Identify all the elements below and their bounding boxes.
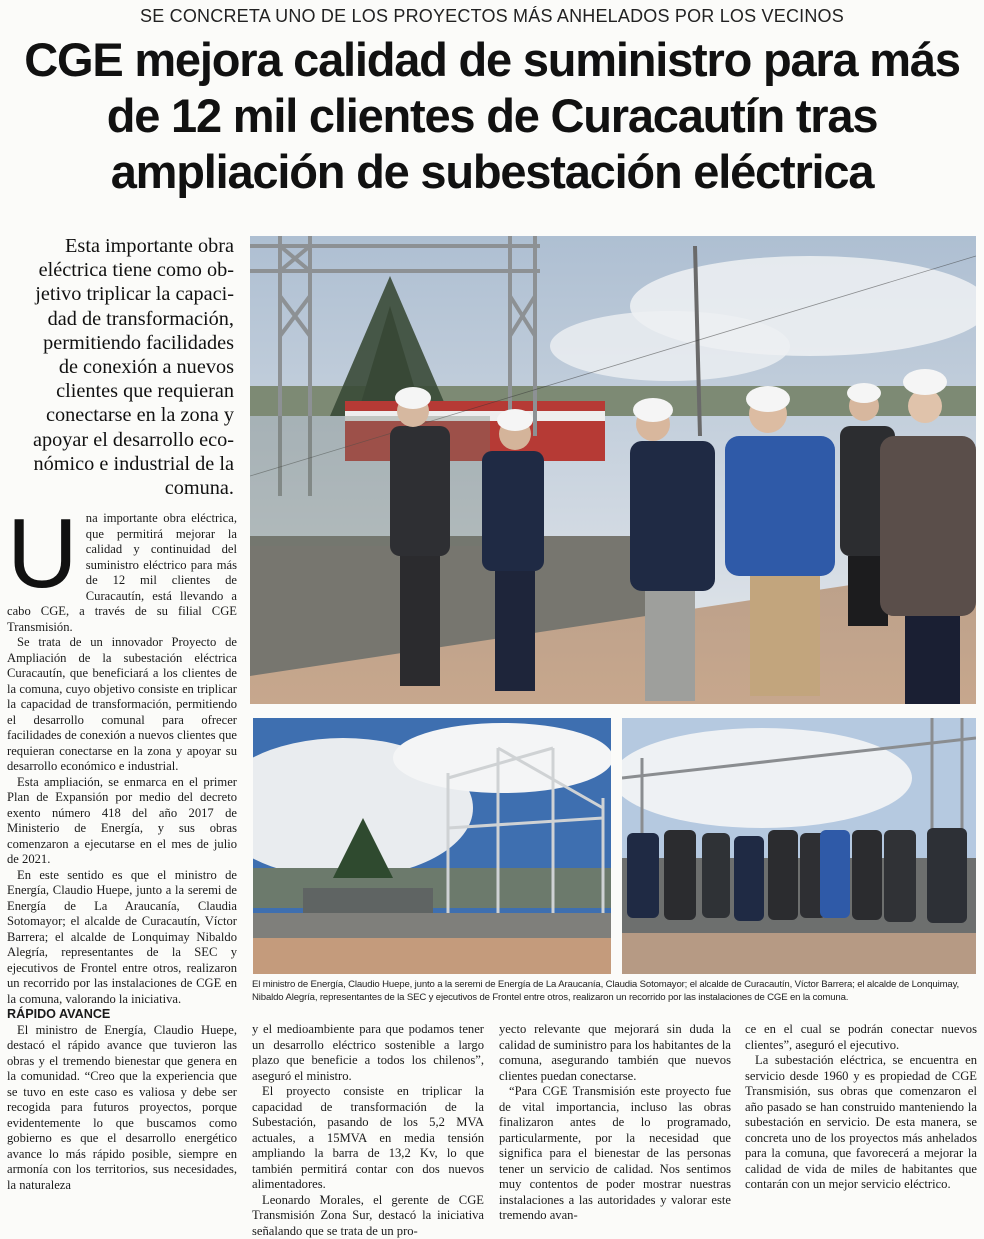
body-paragraph: ce en el cual se podrán conectar nuevos clientes”, aseguró el ejecutivo.	[745, 1022, 977, 1053]
lead-line: clientes que requieran	[6, 379, 234, 403]
body-paragraph: El proyecto consiste en triplicar la capacidad de transformación de la Subestación, pasando de los 5,2 MVA actuales, a 15MVA en media tensión ampliando la barra de 13,2 Kv, lo que también permitirá contar con dos nuevos alimentadores.	[252, 1084, 484, 1193]
headline-line: de 12 mil clientes de Curacautín tras	[0, 88, 984, 144]
lead-line: apoyar el desarrollo eco-	[6, 428, 234, 452]
body-column-3	[499, 1022, 731, 1224]
body-paragraph: En este sentido es que el ministro de Energía, Claudio Huepe, junto a la seremi de Energía de La Araucanía, Claudia Sotomayor; el alcalde de Curacautín, Víctor Barrera; el alcalde de Lonquimay Nibaldo Alegría, representantes de la SEC y ejecutivos de Frontel entre otros, realizaron un recorrido por las instalaciones de CGE en la comuna, valorando la iniciativa.	[7, 868, 237, 1008]
headline	[0, 32, 984, 200]
body-paragraph: La subestación eléctrica, se encuentra en servicio desde 1960 y es propiedad de CGE Transmisión, sus obras que comenzaron el año pasado se han construido manteniendo la subestación en servicio. De esta manera, se concreta uno de los proyectos más anhelados para la comuna, que favorecerá a mejorar la calidad de vida de miles de habitantes que contarán con un mejor servicio eléctrico.	[745, 1053, 977, 1193]
body-paragraph: Esta ampliación, se enmarca en el primer Plan de Expansión por medio del decreto exento número 418 del año 2017 de Ministerio de Energía, y sus obras comenzaron a ejecutarse en el mes de julio de 2021.	[7, 775, 237, 868]
headline-line: ampliación de subestación eléctrica	[0, 144, 984, 200]
photo-right-image	[622, 718, 976, 974]
lead-line: jetivo triplicar la capaci-	[6, 282, 234, 306]
kicker: SE CONCRETA UNO DE LOS PROYECTOS MÁS ANHELADOS POR LOS VECINOS	[0, 6, 984, 27]
body-column-2	[252, 1022, 484, 1239]
lead-line: conectarse en la zona y	[6, 403, 234, 427]
photo-main	[250, 236, 976, 704]
lead-line: permitiendo facilidades	[6, 331, 234, 355]
body-column-1	[7, 511, 237, 1193]
lead-paragraph	[6, 234, 234, 500]
body-paragraph: Se trata de un innovador Proyecto de Ampliación de la subestación eléctrica Curacautín, que beneficiará a los clientes de la comuna, cuyo objetivo consiste en triplicar la capacidad de transformación, permitiendo el desarrollo comunal para ofrecer facilidades de conexión a nuevos clientes que requieran conectarse en la zona y apoyar su desarrollo económico e industrial.	[7, 635, 237, 775]
drop-cap: U	[7, 513, 78, 593]
body-column-4	[745, 1022, 977, 1193]
lead-line: nómico e industrial de la	[6, 452, 234, 476]
photo-left-image	[253, 718, 611, 974]
lead-line: eléctrica tiene como ob-	[6, 258, 234, 282]
body-paragraph: Leonardo Morales, el gerente de CGE Transmisión Zona Sur, destacó la iniciativa señalando que se trata de un pro-	[252, 1193, 484, 1239]
photo-left	[253, 718, 611, 974]
body-paragraph: na importante obra eléctrica, que permitirá mejorar la calidad y continuidad del suministro eléctrico para más de 12 mil clientes de Curacautín, está llevando a cabo CGE, a través de su filial CGE Transmisión.	[7, 511, 237, 635]
body-paragraph: yecto relevante que mejorará sin duda la calidad de suministro para los habitantes de la comuna, asegurando también que nuevos clientes puedan conectarse.	[499, 1022, 731, 1084]
photo-caption: El ministro de Energía, Claudio Huepe, junto a la seremi de Energía de La Araucanía, Claudia Sotomayor; el alcalde de Curacautín, Víctor Barrera; el alcalde de Lonquimay, Nibaldo Alegría, representantes de la SEC y ejecutivos de Frontel entre otros, realizaron un recorrido por las instalaciones de CGE en la comuna.	[252, 978, 974, 1004]
body-paragraph: y el medioambiente para que podamos tener un desarrollo eléctrico sostenible a largo plazo que beneficie a todos los chilenos”, aseguró el ministro.	[252, 1022, 484, 1084]
photo-right	[622, 718, 976, 974]
body-paragraph: “Para CGE Transmisión este proyecto fue de vital importancia, incluso las obras finalizaron antes de lo programado, particularmente, por la necesidad que significa para el bienestar de las personas tener un servicio de calidad. Nos sentimos muy contentos de poder mostrar nuestras instalaciones a las autoridades y valorar este tremendo avan-	[499, 1084, 731, 1224]
lead-line: de conexión a nuevos	[6, 355, 234, 379]
body-paragraph: El ministro de Energía, Claudio Huepe, destacó el rápido avance que tuvieron las obras y el tremendo bienestar que genera en la comunidad. “Creo que la experiencia que se tuvo en este caso es valiosa y debe ser recogida para futuros proyectos, porque evidentemente lo que buscamos como gobierno es que el desarrollo energético avance lo más rápido posible, siempre en armonía con los territorios, sus necesidades, la naturaleza	[7, 1023, 237, 1194]
lead-line: Esta importante obra	[6, 234, 234, 258]
lead-line: comuna.	[6, 476, 234, 500]
lead-line: dad de transformación,	[6, 307, 234, 331]
section-subhead: RÁPIDO AVANCE	[7, 1007, 237, 1023]
headline-line: CGE mejora calidad de suministro para más	[0, 32, 984, 88]
photo-main-image	[250, 236, 976, 704]
